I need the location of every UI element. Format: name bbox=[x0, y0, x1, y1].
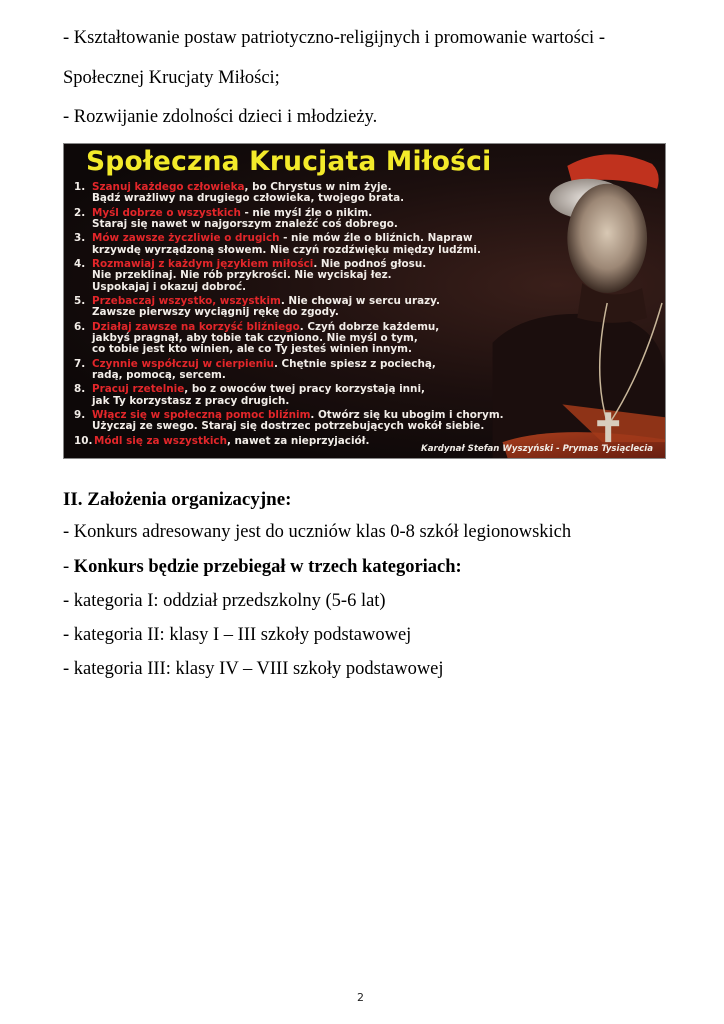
rule-number: 9. bbox=[74, 409, 86, 422]
rule-text: , nawet za nieprzyjaciół. bbox=[226, 434, 370, 447]
rule-text: co tobie jest kto winien, ale co Ty jesteś winien innym. bbox=[92, 343, 412, 356]
rule-text: . Nie podnoś głosu. bbox=[313, 258, 427, 271]
rule-item bbox=[74, 359, 504, 381]
rule-number: 8. bbox=[74, 383, 86, 396]
rule-highlight: Czynnie współczuj w cierpieniu bbox=[92, 357, 274, 370]
rule-text: . Otwórz się ku ubogim i chorym. bbox=[310, 409, 504, 422]
rule-text: - nie myśl źle o nikim. bbox=[240, 206, 373, 219]
rule-text: jak Ty korzystasz z pracy drugich. bbox=[92, 394, 290, 407]
poster-image bbox=[63, 143, 666, 459]
rule-number: 7. bbox=[74, 357, 86, 370]
rule-number: 4. bbox=[74, 258, 86, 271]
section-line-2-bold: Konkurs będzie przebiegał w trzech kategoriach: bbox=[73, 557, 462, 577]
category-item: - kategoria II: klasy I – III szkoły podstawowej bbox=[63, 625, 412, 645]
rule-item bbox=[74, 233, 504, 255]
intro-line-2: Społecznej Krucjaty Miłości; bbox=[63, 68, 280, 88]
rule-text: . Nie chowaj w sercu urazy. bbox=[280, 295, 440, 308]
rule-number: 5. bbox=[74, 295, 86, 308]
section-line-2 bbox=[63, 556, 462, 578]
rule-item bbox=[74, 182, 504, 204]
section-line-1: - Konkurs adresowany jest do uczniów klas 0-8 szkół legionowskich bbox=[63, 522, 572, 542]
category-item: - kategoria I: oddział przedszkolny (5-6 lat) bbox=[63, 591, 386, 611]
rule-item bbox=[74, 259, 504, 293]
rule-number: 2. bbox=[74, 206, 86, 219]
rule-number: 6. bbox=[74, 320, 86, 333]
rule-highlight: Pracuj rzetelnie bbox=[92, 383, 185, 396]
rule-text: . Chętnie spiesz z pociechą, bbox=[273, 357, 436, 370]
rule-text: Nie przeklinaj. Nie rób przykrości. Nie wyciskaj łez. bbox=[92, 269, 392, 282]
rule-text: krzywdę wyrządzoną słowem. Nie czyń rozdźwięku między ludźmi. bbox=[92, 243, 481, 256]
rule-item bbox=[74, 384, 504, 406]
rule-text: , bo Chrystus w nim żyje. bbox=[244, 181, 392, 193]
poster-title: Społeczna Krucjata Miłości bbox=[86, 146, 492, 177]
intro-line-1: - Kształtowanie postaw patriotyczno-religijnych i promowanie wartości - bbox=[63, 28, 605, 48]
rule-text: Zawsze pierwszy wyciągnij rękę do zgody. bbox=[92, 306, 339, 319]
rule-text: radą, pomocą, sercem. bbox=[92, 368, 226, 381]
rule-text: . Czyń dobrze każdemu, bbox=[299, 320, 440, 333]
rule-text: jakbyś pragnął, aby tobie tak czyniono. Nie myśl o tym, bbox=[92, 331, 418, 344]
rule-highlight: Myśl dobrze o wszystkich bbox=[92, 206, 241, 219]
rule-item bbox=[74, 208, 504, 230]
rule-number: 1. bbox=[74, 181, 86, 193]
rules-list bbox=[74, 182, 504, 450]
page-number: 2 bbox=[357, 991, 364, 1004]
rule-highlight: Przebaczaj wszystko, wszystkim bbox=[92, 295, 281, 308]
rule-item bbox=[74, 296, 504, 318]
rule-text: Użyczaj ze swego. Staraj się dostrzec potrzebujących wokół siebie. bbox=[92, 420, 485, 433]
rule-number: 10. bbox=[74, 434, 93, 447]
rule-highlight: Włącz się w społeczną pomoc bliźnim bbox=[92, 409, 311, 422]
rule-text: - nie mów źle o bliźnich. Napraw bbox=[279, 232, 473, 245]
rule-text: , bo z owoców twej pracy korzystają inni, bbox=[184, 383, 425, 396]
rule-text: Staraj się nawet w najgorszym znaleźć coś dobrego. bbox=[92, 217, 398, 230]
rule-text: Uspokajaj i okazuj dobroć. bbox=[92, 280, 247, 293]
intro-line-3: - Rozwijanie zdolności dzieci i młodzieży. bbox=[63, 107, 378, 127]
rule-highlight: Szanuj każdego człowieka bbox=[92, 181, 245, 193]
rule-highlight: Módl się za wszystkich bbox=[94, 434, 227, 447]
rule-highlight: Mów zawsze życzliwie o drugich bbox=[92, 232, 280, 245]
category-item: - kategoria III: klasy IV – VIII szkoły podstawowej bbox=[63, 659, 444, 679]
poster-signature: Kardynał Stefan Wyszyński - Prymas Tysiąclecia bbox=[421, 444, 653, 454]
rule-item bbox=[74, 410, 504, 432]
rule-text: Bądź wrażliwy na drugiego człowieka, twojego brata. bbox=[92, 192, 405, 205]
rule-highlight: Działaj zawsze na korzyść bliźniego bbox=[92, 320, 300, 333]
rule-number: 3. bbox=[74, 232, 86, 245]
rule-item bbox=[74, 322, 504, 356]
section-heading: II. Założenia organizacyjne: bbox=[63, 489, 292, 510]
section-line-2-prefix: - bbox=[63, 557, 74, 577]
rule-highlight: Rozmawiaj z każdym językiem miłości bbox=[92, 258, 314, 271]
